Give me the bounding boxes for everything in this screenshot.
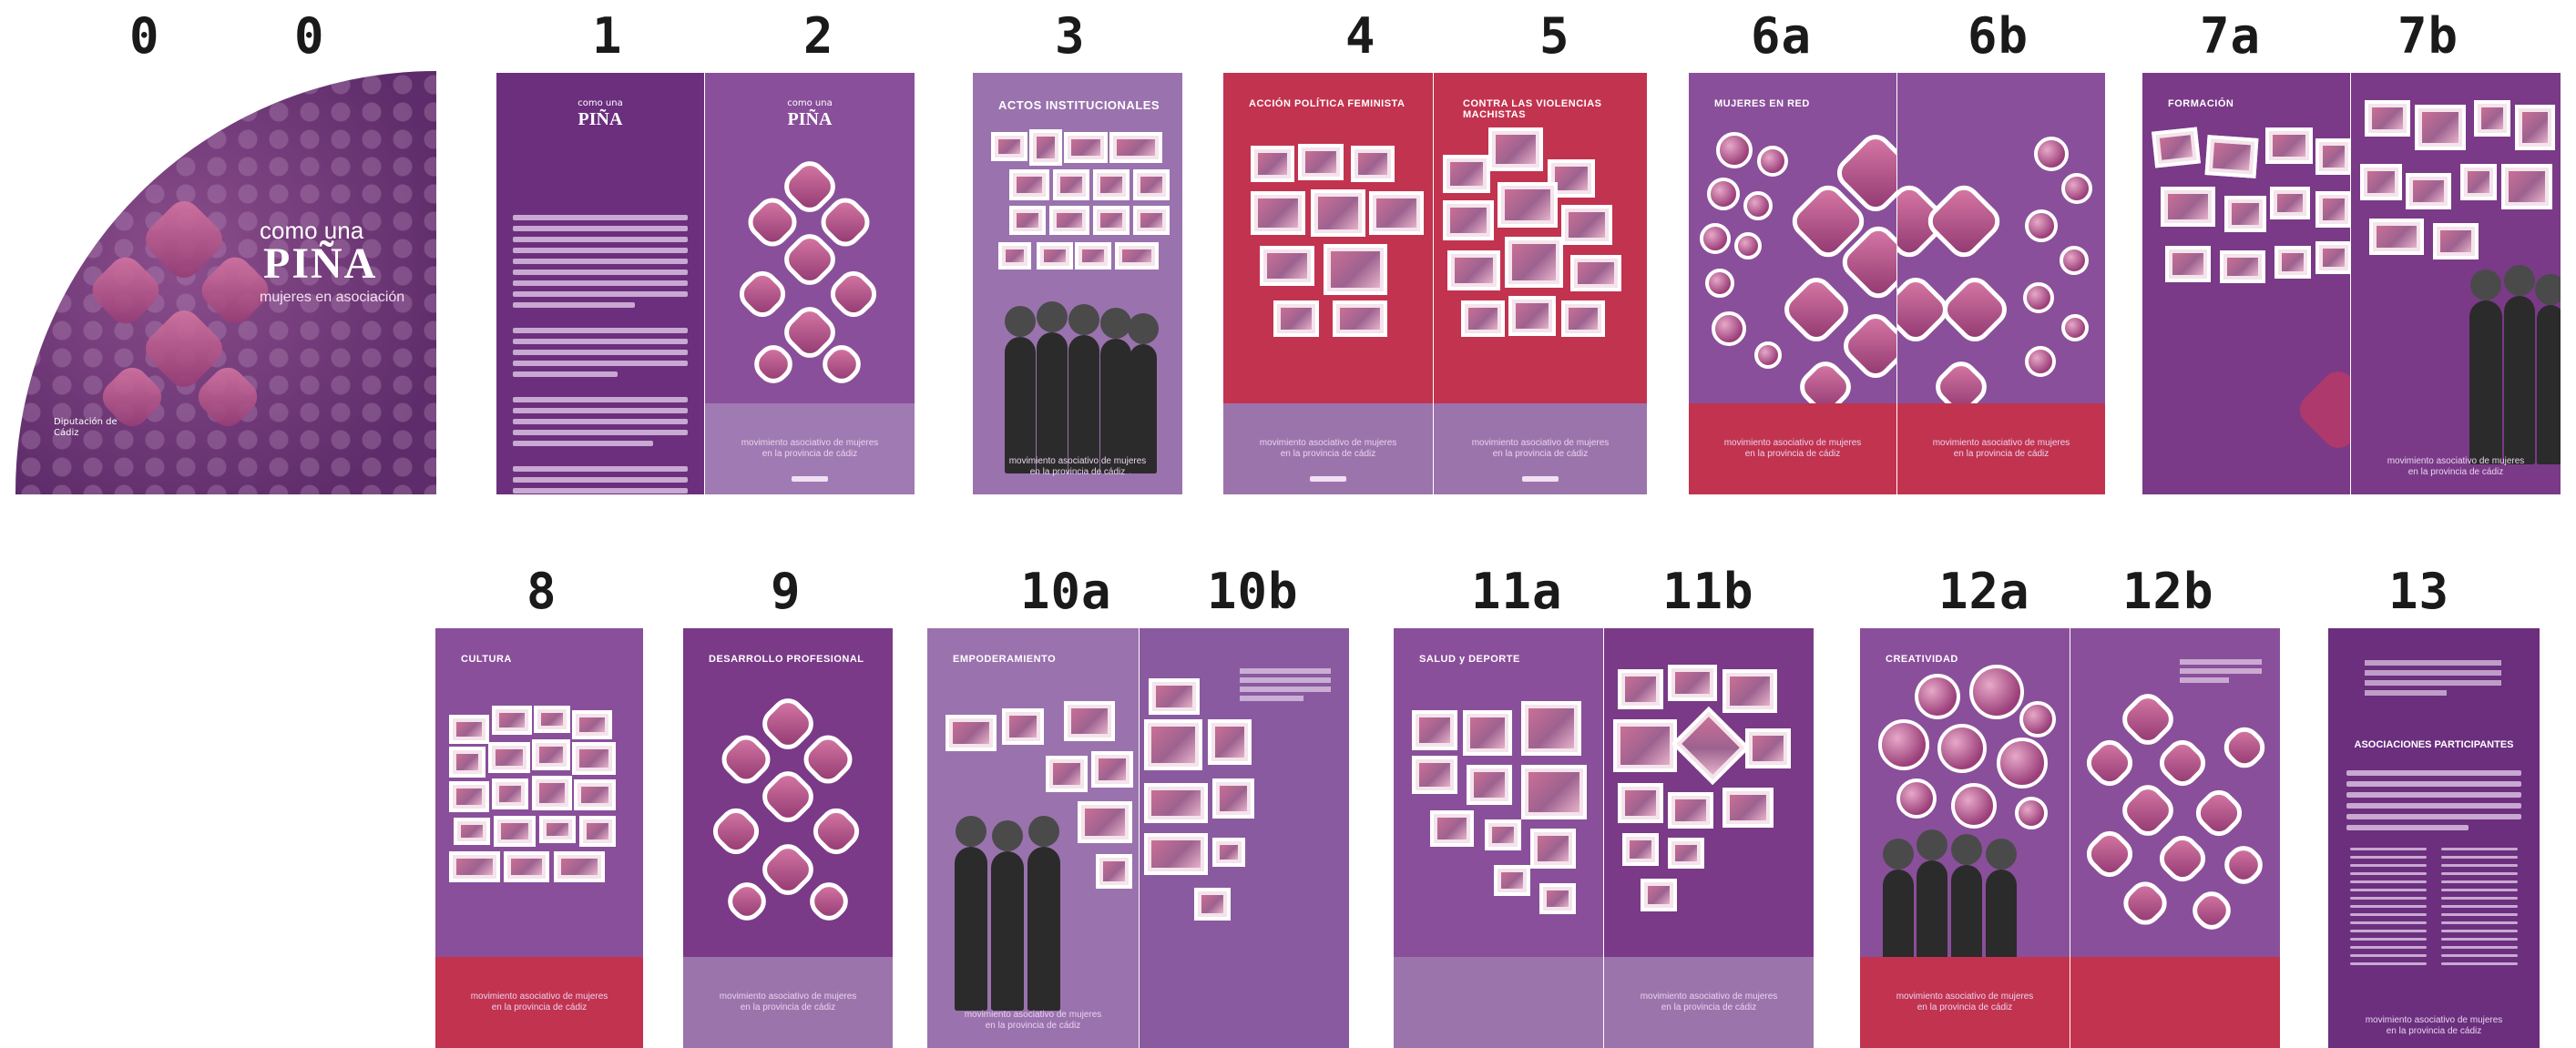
- photo: [1115, 242, 1159, 270]
- footer-text-line2: en la provincia de cádiz: [1917, 1002, 2013, 1012]
- photo: [454, 818, 490, 845]
- photo: [449, 781, 489, 812]
- photo: [1447, 250, 1500, 290]
- label-13: 13: [2388, 563, 2450, 620]
- photo-circle: [2060, 246, 2089, 275]
- label-6a: 6a: [1751, 7, 1813, 65]
- label-0a: 0: [129, 7, 160, 65]
- panel-11b-footer: [1604, 957, 1814, 1048]
- photo: [1618, 783, 1663, 823]
- photo: [1530, 829, 1576, 869]
- panel-11a: [1394, 628, 1603, 1048]
- pinecone-icon: [2294, 365, 2350, 455]
- photo-circle: [1915, 674, 1960, 719]
- footer-text-line1: movimiento asociativo de mujeres: [1640, 992, 1778, 1002]
- photo: [1461, 300, 1505, 337]
- photo: [1009, 169, 1049, 200]
- pinecone-photo: [797, 728, 859, 790]
- footer-text-line1: movimiento asociativo de mujeres: [719, 992, 857, 1002]
- pinecone-photo: [803, 876, 855, 928]
- photo: [1064, 701, 1115, 741]
- panel-12a: [1860, 628, 2070, 1048]
- panel-6-title: MUJERES EN RED: [1714, 98, 1810, 109]
- photo: [539, 816, 576, 843]
- footer-text-line1: movimiento asociativo de mujeres: [470, 992, 608, 1002]
- label-8: 8: [526, 563, 557, 620]
- panel-9: [683, 628, 893, 1048]
- photo: [1467, 765, 1512, 805]
- photo: [1570, 255, 1621, 291]
- panel-1-logo-main: PIÑA: [578, 109, 623, 129]
- footer-text-line2: en la provincia de cádiz: [1280, 449, 1376, 459]
- woman-figure: [955, 847, 987, 1011]
- panel-9-footer: [683, 957, 893, 1048]
- photo: [1494, 865, 1530, 896]
- panel-3-footer: [973, 440, 1182, 494]
- label-5: 5: [1539, 7, 1570, 65]
- photo: [2360, 164, 2402, 200]
- photo: [449, 851, 500, 882]
- photo: [1369, 191, 1424, 235]
- label-9: 9: [771, 563, 802, 620]
- photo: [1144, 833, 1208, 875]
- photo: [1485, 819, 1521, 850]
- photo-circle: [1878, 719, 1929, 770]
- panel-12-title: CREATIVIDAD: [1886, 654, 1958, 665]
- panel-5-footer: [1434, 403, 1647, 494]
- panel-12b: [2070, 628, 2280, 1048]
- photo: [554, 851, 605, 882]
- label-10b: 10b: [1207, 563, 1299, 620]
- photo-circle: [2061, 173, 2092, 204]
- pinecone-photo: [756, 765, 821, 829]
- panel-8: [435, 628, 643, 1048]
- photo: [1722, 788, 1774, 828]
- photo: [1208, 719, 1252, 765]
- photo: [1009, 206, 1046, 235]
- photo: [1561, 300, 1605, 337]
- photo: [2165, 246, 2211, 282]
- photo: [991, 132, 1027, 161]
- footer-text-line1: movimiento asociativo de mujeres: [1259, 438, 1397, 448]
- footer-text-line2: en la provincia de cádiz: [1492, 449, 1589, 459]
- panel-5-title: CONTRA LAS VIOLENCIAS MACHISTAS: [1463, 98, 1602, 120]
- photo: [1521, 701, 1581, 756]
- photo: [1093, 206, 1130, 235]
- pinecone-photo: [823, 264, 883, 323]
- photo: [1539, 883, 1576, 914]
- panel-3: [973, 73, 1182, 494]
- photo: [579, 816, 616, 847]
- label-11b: 11b: [1662, 563, 1754, 620]
- panel-12b-quote: [2180, 656, 2262, 687]
- photo-circle: [1969, 665, 2024, 719]
- photo-circle: [1997, 738, 2048, 789]
- photo: [1091, 751, 1133, 788]
- label-2: 2: [803, 7, 834, 65]
- photo: [532, 776, 572, 810]
- label-12a: 12a: [1938, 563, 2030, 620]
- photo: [1212, 838, 1245, 867]
- panel-6a-footer: [1689, 403, 1896, 494]
- footer-text-line1: movimiento asociativo de mujeres: [964, 1010, 1102, 1020]
- photo-circle: [1734, 232, 1762, 259]
- pinecone-photo: [706, 801, 765, 860]
- panel-2-logo-top: como una: [787, 98, 833, 108]
- photo: [1622, 833, 1659, 866]
- panel-1: [496, 73, 704, 494]
- photo: [2406, 173, 2451, 209]
- photo: [1093, 169, 1130, 200]
- photo: [2270, 187, 2310, 219]
- photo: [2415, 105, 2466, 150]
- photo: [1109, 132, 1162, 163]
- photo: [998, 242, 1031, 270]
- label-6b: 6b: [1968, 7, 2029, 65]
- panel-5: [1434, 73, 1647, 494]
- panel-10b-quote: [1240, 665, 1331, 705]
- photo: [2365, 100, 2410, 137]
- panel-11a-footer: [1394, 957, 1603, 1048]
- photo: [2152, 127, 2201, 168]
- photo-circle: [1700, 223, 1731, 254]
- pinecone-photo: [806, 801, 865, 860]
- footer-text-line1: movimiento asociativo de mujeres: [1471, 438, 1610, 448]
- panel-2-logo-main: PIÑA: [787, 109, 833, 129]
- photo: [1064, 132, 1108, 163]
- photo: [1745, 728, 1791, 768]
- label-4: 4: [1345, 7, 1376, 65]
- pinecone-photo: [1778, 271, 1855, 349]
- label-11a: 11a: [1471, 563, 1563, 620]
- panel-13-quote: [2365, 656, 2501, 700]
- footer-text-line1: movimiento asociativo de mujeres: [1896, 992, 2034, 1002]
- photo-circle: [2015, 797, 2048, 829]
- photo: [1505, 237, 1563, 288]
- photo: [1668, 838, 1704, 869]
- pinecone-photo: [2080, 824, 2139, 883]
- panel-4-title: ACCIÓN POLÍTICA FEMINISTA: [1249, 98, 1406, 109]
- panel-3-title: ACTOS INSTITUCIONALES: [998, 98, 1160, 112]
- photo: [1053, 169, 1089, 200]
- woman-figure: [991, 851, 1024, 1011]
- panel-13-intro-text: [2346, 765, 2521, 836]
- panel-7-title: FORMACIÓN: [2168, 98, 2234, 109]
- photo-circle: [1716, 132, 1753, 168]
- panel-13: [2328, 628, 2540, 1048]
- photo: [574, 779, 616, 810]
- panel-4-footer: [1223, 403, 1433, 494]
- label-10a: 10a: [1020, 563, 1112, 620]
- pinecone-photo: [732, 264, 792, 323]
- photo: [1671, 707, 1750, 785]
- photo: [1133, 169, 1170, 200]
- photo: [1251, 146, 1294, 182]
- footer-logo: [1310, 476, 1346, 482]
- pinecone-photo: [2116, 778, 2181, 843]
- photo: [1149, 678, 1200, 715]
- label-12b: 12b: [2122, 563, 2214, 620]
- photo: [2315, 191, 2350, 228]
- footer-text-line2: en la provincia de cádiz: [491, 1002, 588, 1012]
- photo: [494, 816, 536, 847]
- panel-10a: [927, 628, 1139, 1048]
- photo: [1037, 242, 1073, 270]
- panel-11-title: SALUD y DEPORTE: [1419, 654, 1520, 665]
- photo-circle: [1951, 783, 1997, 829]
- photo: [1498, 182, 1558, 228]
- photo: [1443, 200, 1494, 240]
- panel-2-footer: [705, 403, 915, 494]
- photo: [946, 715, 997, 751]
- photo: [492, 778, 528, 809]
- pinecone-photo: [715, 728, 777, 790]
- photo: [1668, 665, 1717, 701]
- cover-title-main: PIÑA: [263, 239, 378, 288]
- panel-4: [1223, 73, 1433, 494]
- photo: [1194, 888, 1231, 921]
- photo: [534, 706, 570, 733]
- photo-circle: [1754, 341, 1782, 369]
- footer-text-line2: en la provincia de cádiz: [2386, 1026, 2482, 1036]
- photo: [1273, 300, 1319, 337]
- panel-10-title: EMPODERAMIENTO: [953, 654, 1057, 665]
- cover-title-top: como una: [260, 217, 364, 244]
- panel-12a-footer: [1860, 957, 2070, 1048]
- photo-circle: [1712, 311, 1746, 346]
- pinecone-photo: [2152, 829, 2212, 888]
- label-1: 1: [592, 7, 623, 65]
- photo: [1133, 206, 1170, 235]
- photo: [1311, 189, 1365, 237]
- label-3: 3: [1055, 7, 1086, 65]
- pinecone-photo: [2152, 733, 2212, 792]
- photo: [1078, 801, 1132, 843]
- panel-13-title: ASOCIACIONES PARTICIPANTES: [2354, 739, 2514, 750]
- photo: [1251, 191, 1305, 235]
- pinecone-photo: [1921, 178, 2006, 263]
- photo: [2265, 127, 2313, 164]
- pinecone-photo: [2186, 885, 2238, 937]
- photo: [1722, 669, 1777, 713]
- panel-9-title: DESARROLLO PROFESIONAL: [709, 654, 864, 665]
- pinecone-photo: [2189, 783, 2248, 842]
- photo: [1046, 756, 1088, 792]
- photo: [2220, 250, 2265, 283]
- cover-panel: [15, 71, 436, 494]
- panel-13-footer: [2328, 1002, 2540, 1048]
- photo: [572, 742, 616, 775]
- panel-10b: [1140, 628, 1349, 1048]
- pinecone-photo: [2218, 839, 2270, 891]
- panel-11b: [1604, 628, 1814, 1048]
- photo-circle: [2025, 346, 2056, 377]
- panel-1-text: [513, 209, 688, 494]
- photo: [2460, 164, 2497, 200]
- photo: [1049, 206, 1089, 235]
- photo: [2315, 138, 2350, 175]
- panel-6a: [1689, 73, 1896, 494]
- panel-7a: [2142, 73, 2350, 494]
- pinecone-photo: [2217, 720, 2271, 774]
- footer-text-line2: en la provincia de cádiz: [1661, 1002, 1757, 1012]
- footer-text-line2: en la provincia de cádiz: [1953, 449, 2050, 459]
- photo-circle: [1937, 724, 1987, 773]
- panel-2: [705, 73, 915, 494]
- footer-text-line1: movimiento asociativo de mujeres: [741, 438, 879, 448]
- photo: [1144, 719, 1202, 770]
- photo: [1668, 792, 1713, 829]
- photo: [2315, 241, 2350, 274]
- photo: [1029, 129, 1062, 166]
- panel-1-logo-top: como una: [578, 98, 623, 108]
- photo: [1351, 146, 1395, 182]
- photo: [1324, 244, 1387, 295]
- photo: [2224, 196, 2266, 232]
- panel-13-associations-list: [2350, 842, 2427, 971]
- panel-6b: [1897, 73, 2105, 494]
- photo: [1488, 127, 1543, 171]
- footer-text-line2: en la provincia de cádiz: [985, 1021, 1081, 1031]
- photo: [2515, 105, 2555, 150]
- footer-logo: [792, 476, 828, 482]
- photo: [1521, 765, 1587, 819]
- pinecone-photo: [2117, 875, 2173, 931]
- pinecone-photo: [2080, 733, 2139, 792]
- footer-text-line1: movimiento asociativo de mujeres: [2387, 456, 2525, 466]
- footer-text-line2: en la provincia de cádiz: [1744, 449, 1841, 459]
- panel-8-footer: [435, 957, 643, 1048]
- pinecone-photo: [1937, 271, 2014, 349]
- photo-circle: [2025, 209, 2058, 242]
- photo: [1463, 710, 1512, 756]
- photo: [1641, 879, 1677, 911]
- photo: [1075, 242, 1111, 270]
- photo: [1260, 246, 1314, 286]
- photo: [1412, 756, 1457, 794]
- footer-logo: [1522, 476, 1559, 482]
- photo: [1618, 669, 1663, 709]
- photo-circle: [1707, 178, 1740, 210]
- photo: [1613, 719, 1677, 772]
- photo: [449, 747, 486, 778]
- cover-subtitle: mujeres en asociación: [260, 290, 405, 305]
- pinecone-photo: [721, 876, 773, 928]
- woman-figure: [1027, 847, 1060, 1011]
- photo: [2274, 246, 2311, 279]
- photo: [1096, 854, 1132, 889]
- footer-text-line2: en la provincia de cádiz: [762, 449, 858, 459]
- photo: [449, 715, 489, 744]
- panel-10a-footer: [927, 993, 1139, 1048]
- label-0b: 0: [294, 7, 325, 65]
- photo-circle: [1705, 269, 1734, 298]
- photo-circle: [1896, 778, 1937, 819]
- photo: [532, 739, 570, 770]
- photo: [2161, 187, 2215, 227]
- photo-circle: [2019, 701, 2056, 738]
- panel-8-title: CULTURA: [461, 654, 512, 665]
- footer-text-line2: en la provincia de cádiz: [2407, 467, 2504, 477]
- photo-circle: [2034, 137, 2069, 171]
- label-7b: 7b: [2397, 7, 2459, 65]
- photo: [1508, 296, 1556, 336]
- photo: [572, 710, 612, 739]
- photo-circle: [1743, 191, 1773, 220]
- footer-text-line2: en la provincia de cádiz: [740, 1002, 836, 1012]
- photo: [1412, 710, 1457, 750]
- photo: [1212, 778, 1254, 819]
- cover-brand: Diputación de Cádiz: [54, 417, 118, 438]
- photo-circle: [2061, 314, 2089, 341]
- footer-text-line2: en la provincia de cádiz: [1029, 467, 1126, 477]
- label-7a: 7a: [2200, 7, 2262, 65]
- photo: [2474, 100, 2510, 137]
- panel-7b-footer: [2351, 440, 2561, 494]
- panel-7b: [2351, 73, 2561, 494]
- pinecone-photo: [2116, 687, 2181, 752]
- pinecone-photo: [756, 838, 821, 902]
- photo: [2433, 223, 2479, 259]
- photo: [1561, 205, 1612, 245]
- photo: [1144, 783, 1208, 823]
- photo: [1002, 708, 1044, 745]
- photo: [504, 851, 549, 882]
- panel-13-associations-list: [2441, 842, 2518, 971]
- panel-12b-footer: [2070, 957, 2280, 1048]
- photo: [2501, 164, 2552, 209]
- photo: [2205, 135, 2259, 178]
- photo: [2369, 219, 2424, 255]
- panel-6b-footer: [1897, 403, 2105, 494]
- pinecone-photo: [1837, 308, 1896, 385]
- photo-circle: [2023, 282, 2054, 313]
- footer-text-line1: movimiento asociativo de mujeres: [1008, 456, 1147, 466]
- footer-text-line1: movimiento asociativo de mujeres: [1723, 438, 1862, 448]
- photo: [488, 742, 530, 773]
- photo: [1443, 155, 1490, 193]
- photo: [492, 706, 532, 735]
- photo: [1298, 144, 1344, 180]
- photo-circle: [1757, 146, 1788, 177]
- photo: [1430, 810, 1474, 847]
- footer-text-line1: movimiento asociativo de mujeres: [1932, 438, 2070, 448]
- footer-text-line1: movimiento asociativo de mujeres: [2365, 1015, 2503, 1025]
- photo: [1333, 300, 1387, 337]
